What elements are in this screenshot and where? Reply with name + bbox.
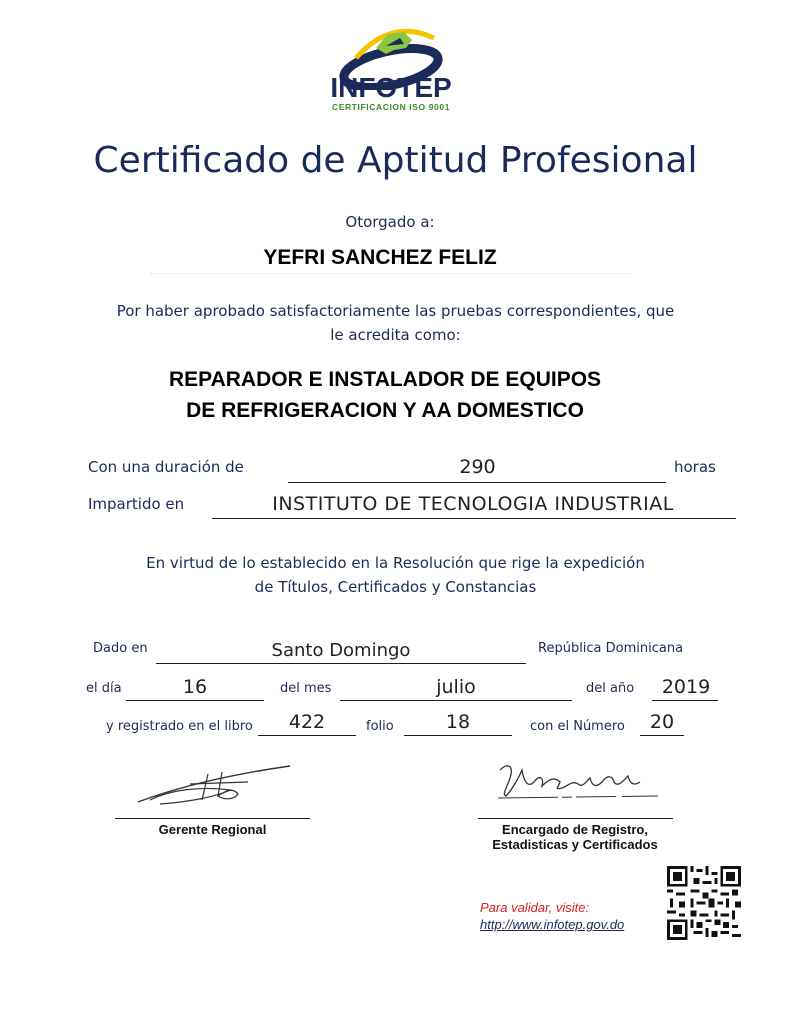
number-value: 20 (649, 711, 675, 733)
resolution-line-2: de Títulos, Certificados y Constancias (254, 578, 537, 596)
duration-unit: horas (674, 458, 716, 476)
recipient-name: YEFRI SANCHEZ FELIZ (263, 246, 497, 269)
month-value: julio (436, 676, 476, 698)
day-line (126, 700, 264, 701)
day-label: el día (86, 681, 122, 696)
taught-value: INSTITUTO DE TECNOLOGIA INDUSTRIAL (272, 493, 674, 515)
validate-link[interactable]: http://www.infotep.gov.do (480, 917, 625, 932)
place-line (156, 663, 526, 664)
year-line (652, 700, 718, 701)
reason-line-2: le acredita como: (330, 326, 461, 344)
duration-value: 290 (459, 456, 496, 478)
book-value: 422 (288, 711, 326, 733)
taught-line (212, 518, 736, 519)
validate-text: Para validar, visite: (480, 900, 590, 915)
duration-label: Con una duración de (88, 458, 244, 476)
year-value: 2019 (661, 676, 711, 698)
folio-label: folio (366, 719, 394, 734)
infotep-logo (316, 18, 466, 118)
signature-right-label-1: Encargado de Registro, (502, 822, 648, 837)
qualification-line-1: REPARADOR E INSTALADOR DE EQUIPOS (168, 368, 602, 391)
signature-right-line (478, 818, 673, 819)
signature-right-label-2: Estadisticas y Certificados (492, 837, 658, 852)
logo-subtitle: CERTIFICACION ISO 9001 (331, 102, 451, 112)
signature-left-label: Gerente Regional (158, 822, 267, 837)
recipient-underline (150, 273, 630, 274)
reason-line-1: Por haber aprobado satisfactoriamente las pruebas correspondientes, que (116, 302, 675, 320)
qualification-line-2: DE REFRIGERACION Y AA DOMESTICO (186, 399, 584, 422)
certificate-title: Certificado de Aptitud Profesional (93, 140, 698, 181)
book-line (258, 735, 356, 736)
place-label: Dado en (93, 641, 148, 656)
taught-label: Impartido en (88, 495, 185, 513)
month-line (340, 700, 572, 701)
day-value: 16 (182, 676, 208, 698)
book-label: y registrado en el libro (106, 719, 253, 734)
year-label: del año (586, 681, 635, 696)
resolution-line-1: En virtud de lo establecido en la Resolución que rige la expedición (146, 554, 645, 572)
country-label: República Dominicana (538, 641, 684, 656)
logo-name: INFOTEP (330, 72, 452, 103)
duration-line (288, 482, 666, 483)
signature-right-icon (488, 758, 668, 808)
folio-value: 18 (445, 711, 471, 733)
awarded-label: Otorgado a: (345, 213, 435, 231)
month-label: del mes (280, 681, 332, 696)
place-value: Santo Domingo (271, 640, 411, 661)
number-label: con el Número (530, 719, 625, 734)
signature-left-icon (130, 760, 300, 810)
number-line (640, 735, 684, 736)
folio-line (404, 735, 512, 736)
signature-left-line (115, 818, 310, 819)
qr-code-icon (667, 866, 741, 940)
